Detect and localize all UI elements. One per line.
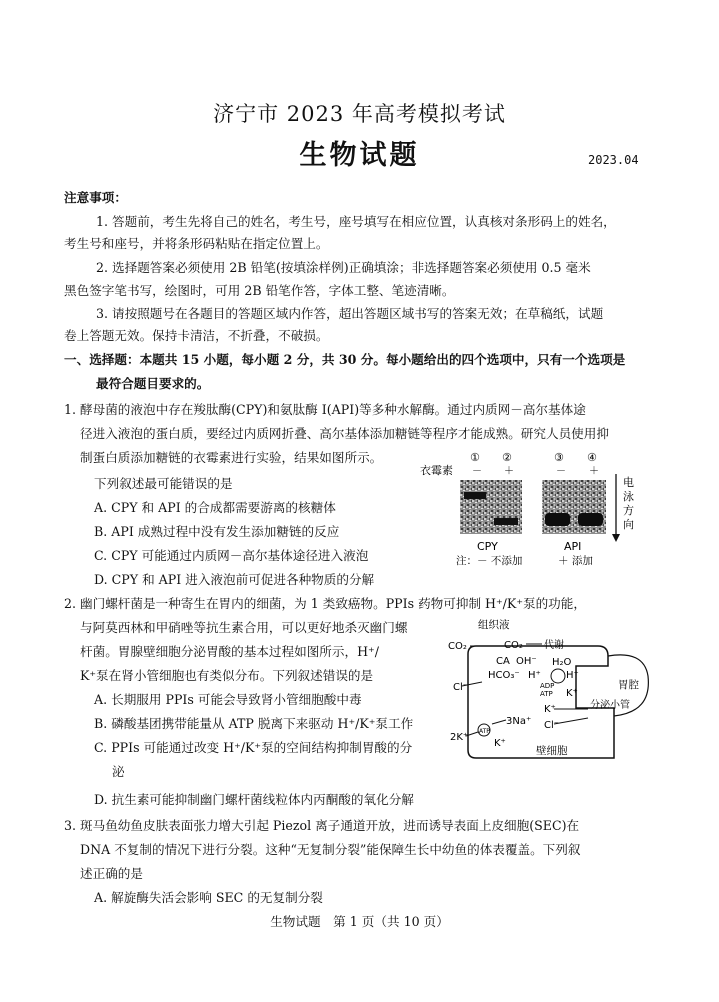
q3-stem-line-3: 述正确的是 xyxy=(80,866,143,881)
section-1-heading-line-1: 一、选择题：本题共 15 小题，每小题 2 分，共 30 分。每小题给出的四个选项中，只有一个选项是 xyxy=(64,352,626,367)
page-footer: 生物试题 第 1 页（共 10 页） xyxy=(270,914,449,929)
notice-item-1-line-1: 1. 答题前，考生先将自己的姓名，考生号，座号填写在相应位置，认真核对条形码上的姓名， xyxy=(96,214,616,229)
figure-note-2: ＋ 添加 xyxy=(558,555,593,567)
api-band-lane-4 xyxy=(578,513,603,526)
h2o-label: H₂O xyxy=(552,657,572,668)
notice-item-3-line-2: 卷上答题无效。保持卡清洁，不折叠，不破损。 xyxy=(64,328,329,343)
q1-option-d: D. CPY 和 API 进入液泡前可促进各种物质的分解 xyxy=(94,572,375,587)
section-1-heading-line-2: 最符合题目要求的。 xyxy=(96,376,210,391)
api-band-lane-3 xyxy=(545,513,570,526)
direction-arrowhead xyxy=(612,534,620,542)
hco3-label: HCO₃⁻ xyxy=(488,670,520,681)
adp-label: ADP xyxy=(540,682,555,690)
lane-number-1: ① xyxy=(470,451,480,464)
q1-stem-line-1: 1. 酵母菌的液泡中存在羧肽酶(CPY)和氨肽酶 I(API)等多种水解酶。通过内质网－高尔基体途 xyxy=(64,402,586,417)
q3-stem-line-1: 3. 斑马鱼幼鱼皮肤表面张力增大引起 Piezol 离子通道开放，进而诱导表面上皮细胞(SEC)在 xyxy=(64,818,580,833)
exam-title: 济宁市 2023 年高考模拟考试 xyxy=(213,102,506,126)
notice-item-2-line-2: 黑色签字笔书写，绘图时，可用 2B 铅笔作答，字体工整、笔迹清晰。 xyxy=(64,283,455,298)
q1-option-a: A. CPY 和 API 的合成都需要游离的核糖体 xyxy=(94,500,336,515)
proton-pump-circle xyxy=(551,669,565,683)
q1-option-b: B. API 成熟过程中没有发生添加糖链的反应 xyxy=(94,524,340,539)
notice-item-3-line-1: 3. 请按照题号在各题目的答题区域内作答，超出答题区域书写的答案无效；在草稿纸，试题 xyxy=(96,306,604,321)
reagent-label: 衣霉素 xyxy=(420,464,453,477)
cpy-band-lane-2 xyxy=(494,518,518,525)
notice-item-2-line-1: 2. 选择题答案必须使用 2B 铅笔(按填涂样例)正确填涂；非选择题答案必须使用 0.5 毫米 xyxy=(96,260,591,275)
oh-label: OH⁻ xyxy=(516,656,537,667)
q2-option-b: B. 磷酸基团携带能量从 ATP 脱离下来驱动 H⁺/K⁺泵工作 xyxy=(94,716,414,731)
tissue-fluid-label: 组织液 xyxy=(478,619,510,631)
lane-sign-1: － xyxy=(472,466,482,477)
q2-option-a: A. 长期服用 PPIs 可能会导致肾小管细胞酸中毒 xyxy=(94,692,362,707)
api-label: API xyxy=(564,540,582,553)
notice-heading: 注意事项： xyxy=(64,190,127,205)
k-right-label: K⁺ xyxy=(566,688,578,699)
lane-sign-3: － xyxy=(556,466,566,477)
q2-stem-line-4: K⁺泵在肾小管细胞也有类似分布。下列叙述错误的是 xyxy=(80,668,374,683)
direction-char-4: 向 xyxy=(623,518,634,531)
subject-title: 生物试题 xyxy=(299,140,420,171)
direction-char-2: 泳 xyxy=(623,490,634,503)
lane-number-3: ③ xyxy=(554,451,564,464)
parietal-cell-label: 壁细胞 xyxy=(536,745,568,757)
co2-left-label: CO₂ xyxy=(448,641,467,652)
notice-item-1-line-2: 考生号和座号，并将条形码粘贴在指定位置上。 xyxy=(64,236,329,251)
cl-channel-arrow xyxy=(554,718,588,724)
q1-stem-line-2: 径进入液泡的蛋白质，要经过内质网折叠、高尔基体添加糖链等程序才能成熟。研究人员使用抑 xyxy=(80,426,609,441)
q2-parietal-cell-figure xyxy=(448,616,666,766)
q2-stem-line-1: 2. 幽门螺杆菌是一种寄生在胃内的细菌，为 1 类致癌物。PPIs 药物可抑制 H⁺/K⁺泵的功能， xyxy=(64,596,586,611)
ca-label: CA xyxy=(496,656,510,667)
exam-date: 2023.04 xyxy=(588,153,639,167)
q2-option-d: D. 抗生素可能抑制幽门螺杆菌线粒体内丙酮酸的氧化分解 xyxy=(94,792,414,807)
q2-stem-line-2: 与阿莫西林和甲硝唑等抗生素合用，可以更好地杀灭幽门螺 xyxy=(80,620,408,635)
q2-option-c-line-2: 泌 xyxy=(112,764,125,779)
k-bottom-label: K⁺ xyxy=(494,738,506,749)
q1-stem-line-3: 制蛋白质添加糖链的衣霉素进行实验，结果如图所示。 xyxy=(80,450,383,465)
cpy-gel xyxy=(460,480,522,534)
h-plus-label: H⁺ xyxy=(528,670,541,681)
co2-inner-label: CO₂ xyxy=(504,640,523,651)
q2-stem-line-3: 杆菌。胃腺壁细胞分泌胃酸的基本过程如图所示，H⁺/ xyxy=(80,644,379,659)
q3-stem-line-2: DNA 不复制的情况下进行分裂。这种“无复制分裂”能保障生长中幼鱼的体表覆盖。下列叙 xyxy=(80,842,581,857)
na-k-pump-atp-label: ATP xyxy=(479,728,490,735)
q3-option-a: A. 解旋酶失活会影响 SEC 的无复制分裂 xyxy=(94,890,323,905)
lane-sign-4: ＋ xyxy=(589,466,599,477)
figure-note-1: 注：－ 不添加 xyxy=(456,555,523,567)
h-plus-out-label: H⁺ xyxy=(566,670,579,681)
q1-electrophoresis-figure xyxy=(418,446,646,572)
cl-mid-label: Cl⁻ xyxy=(544,720,560,731)
lane-number-4: ④ xyxy=(587,451,597,464)
cpy-band-lane-1 xyxy=(464,492,486,499)
metabolism-label: 代谢 xyxy=(544,640,564,651)
lane-sign-2: ＋ xyxy=(504,466,514,477)
k-left-label: K⁺ xyxy=(544,704,556,715)
q1-stem-line-4: 下列叙述最可能错误的是 xyxy=(94,476,233,491)
k2-label: 2K⁺ xyxy=(450,732,469,743)
canaliculus-label: 分泌小管 xyxy=(590,700,630,711)
lane-number-2: ② xyxy=(502,451,512,464)
stomach-label: 胃腔 xyxy=(618,679,639,691)
na-arrow xyxy=(492,720,506,724)
q2-option-c-line-1: C. PPIs 可能通过改变 H⁺/K⁺泵的空间结构抑制胃酸的分 xyxy=(94,740,413,755)
atp-label: ATP xyxy=(540,690,553,698)
direction-char-3: 方 xyxy=(623,504,634,517)
cl-left-label: Cl⁻ xyxy=(453,682,469,693)
na-label: 3Na⁺ xyxy=(506,716,532,727)
q1-option-c: C. CPY 可能通过内质网－高尔基体途径进入液泡 xyxy=(94,548,369,563)
direction-char-1: 电 xyxy=(623,476,634,489)
cpy-label: CPY xyxy=(477,540,498,553)
